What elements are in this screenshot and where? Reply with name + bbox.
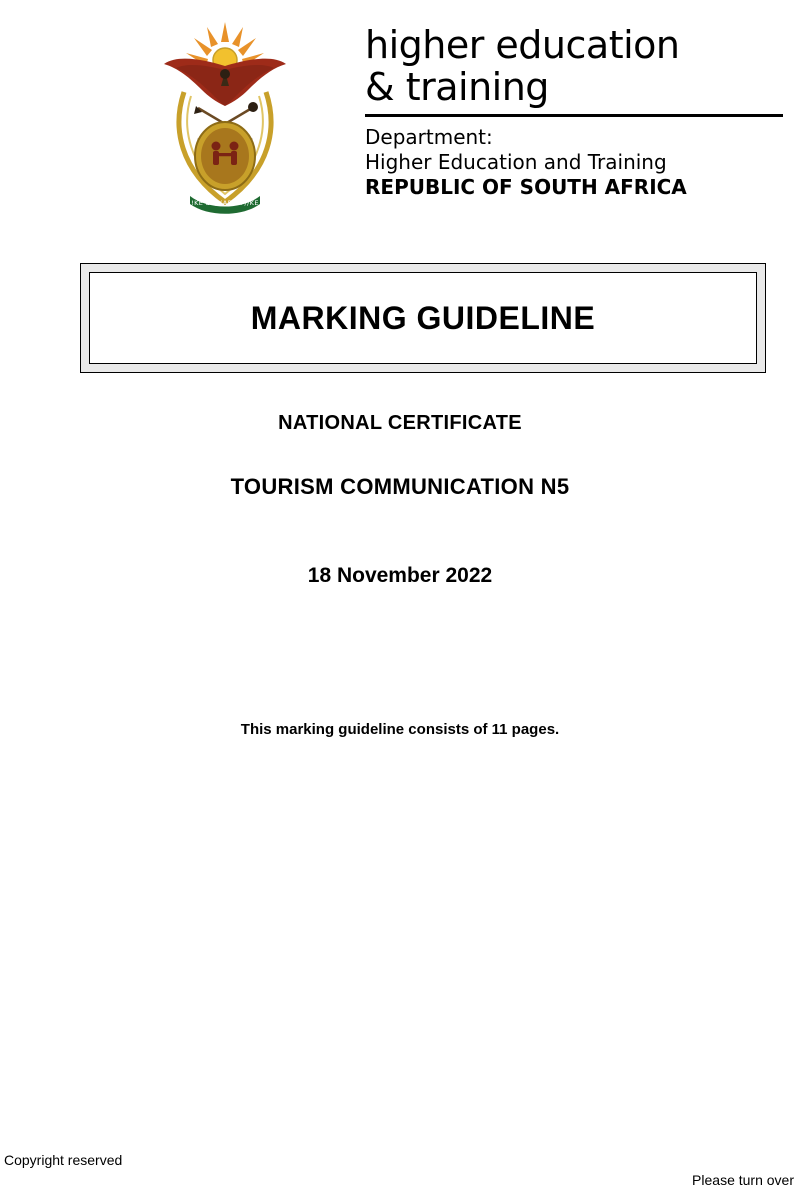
department-wordmark [365,14,785,200]
dept-label: Department: [365,125,493,149]
dept-title-line2: & training [365,65,549,109]
page-count-note: This marking guideline consists of 11 pages. [240,721,560,738]
letterhead [150,14,790,224]
footer-copyright: Copyright reserved [4,1152,123,1168]
subject-title: TOURISM COMMUNICATION N5 [230,474,570,499]
south-african-coat-of-arms-icon [150,20,300,220]
dept-title-line1: higher education [365,23,680,67]
footer-turn-over: Please turn over [692,1172,794,1188]
dept-country: REPUBLIC OF SOUTH AFRICA [365,175,687,199]
header-divider [365,114,783,117]
title-box-bevel [89,272,757,364]
svg-text:!KE E: /XARRA //KE: !KE E: /XARRA //KE [191,199,259,207]
page-title: MARKING GUIDELINE [250,299,596,336]
exam-date: 18 November 2022 [307,564,493,587]
dept-name: Higher Education and Training [365,150,667,174]
certificate-type: NATIONAL CERTIFICATE [278,412,522,434]
document-title-box [80,263,766,373]
title-box-inner [94,277,752,359]
